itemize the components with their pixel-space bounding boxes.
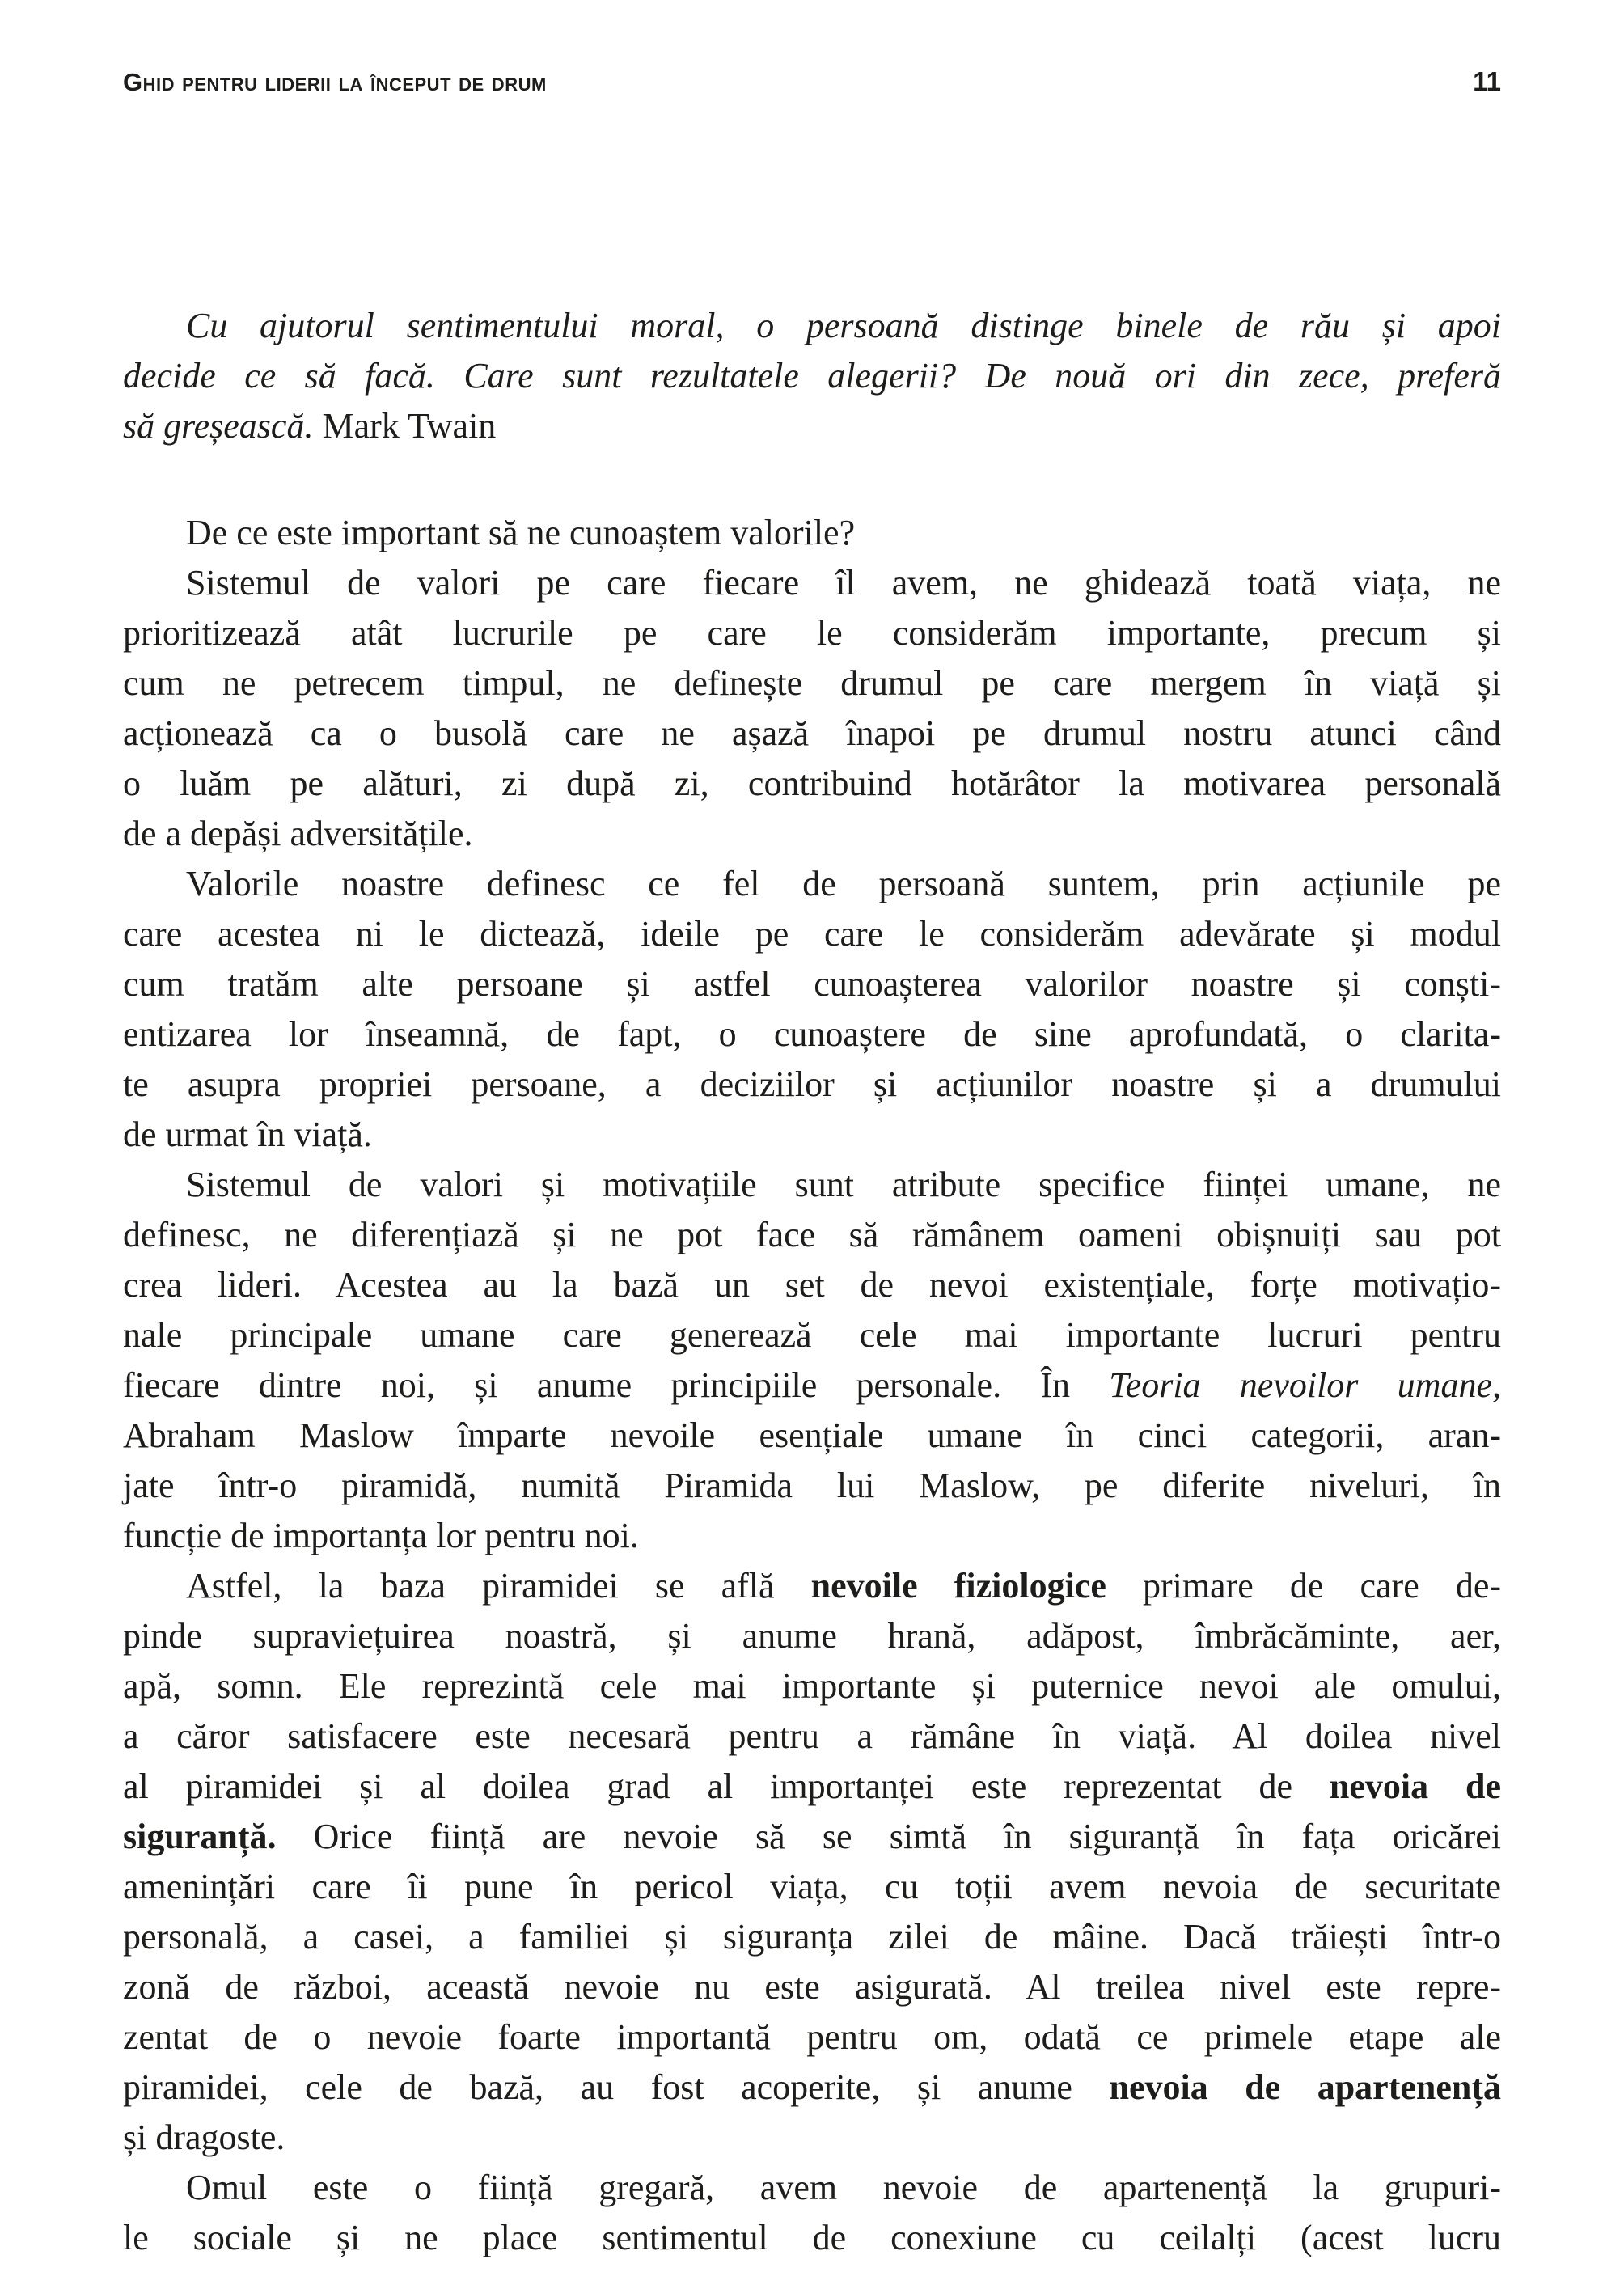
text-line — [123, 1310, 1501, 1360]
text-line — [123, 1812, 1501, 1862]
paragraph — [123, 1160, 1501, 1561]
text-segment: pinde supraviețuirea noastră, și anume hrană, adăpost, îmbrăcăminte, aer, — [123, 1616, 1501, 1656]
paragraph — [123, 2163, 1501, 2263]
text-line — [123, 658, 1501, 709]
text-segment: o luăm pe alături, zi după zi, contribuind hotărâtor la motivarea personală — [123, 764, 1501, 803]
text-segment: piramidei, cele de bază, au fost acoperite, și anume — [123, 2067, 1110, 2107]
paragraph — [123, 558, 1501, 859]
text-line — [123, 1661, 1501, 1711]
text-line — [123, 1461, 1501, 1511]
text-segment: Sistemul de valori pe care fiecare îl avem, ne ghidează toată viața, ne — [186, 563, 1501, 603]
text-line — [123, 859, 1501, 909]
text-segment: de urmat în viață. — [123, 1115, 372, 1154]
text-segment: decide ce să facă. Care sunt rezultatele alegerii? De nouă ori din zece, preferă — [123, 356, 1501, 396]
text-segment: funcție de importanța lor pentru noi. — [123, 1516, 639, 1555]
text-line — [123, 558, 1501, 608]
text-line — [123, 2163, 1501, 2213]
text-segment: cum ne petrecem timpul, ne definește drumul pe care mergem în viață și — [123, 663, 1501, 703]
text-segment: prioritizează atât lucrurile pe care le considerăm importante, precum și — [123, 613, 1501, 653]
text-segment: siguranță. — [123, 1817, 277, 1856]
text-line — [123, 1260, 1501, 1310]
text-segment: Orice ființă are nevoie să se simtă în siguranță în fața oricărei — [276, 1817, 1501, 1856]
text-segment: te asupra propriei persoane, a deciziilor și acțiunilor noastre și a drumului — [123, 1064, 1501, 1104]
text-line — [123, 1511, 1501, 1561]
page-header — [123, 66, 1501, 99]
text-segment: al piramidei și al doilea grad al importanței este reprezentat de — [123, 1766, 1330, 1806]
text-line — [123, 508, 1501, 558]
text-line — [123, 2213, 1501, 2263]
text-segment: jate într-o piramidă, numită Piramida lui Maslow, pe diferite niveluri, în — [123, 1466, 1501, 1505]
text-line — [123, 709, 1501, 759]
paragraph — [123, 859, 1501, 1160]
paragraph — [123, 1561, 1501, 2163]
text-line — [123, 608, 1501, 658]
text-line — [123, 1611, 1501, 1661]
text-line — [123, 1360, 1501, 1411]
text-segment: amenințări care îi pune în pericol viața, cu toții avem nevoia de securitate — [123, 1867, 1501, 1906]
text-line — [123, 2012, 1501, 2062]
text-segment: crea lideri. Acestea au la bază un set de nevoi existențiale, forțe motivațio- — [123, 1265, 1501, 1305]
text-segment: nale principale umane care generează cele mai importante lucruri pentru — [123, 1315, 1501, 1355]
text-line — [123, 1711, 1501, 1762]
text-segment: nevoia de apartenență — [1109, 2067, 1502, 2107]
text-segment: Teoria nevoilor umane, — [1109, 1365, 1501, 1405]
text-segment: nevoile fiziologice — [810, 1566, 1106, 1606]
text-line — [123, 351, 1501, 401]
page-number: 11 — [1473, 66, 1501, 96]
text-segment: care acestea ni le dictează, ideile pe care le considerăm adevărate și modul — [123, 914, 1501, 954]
text-line — [123, 1210, 1501, 1260]
text-segment: zentat de o nevoie foarte importantă pentru om, odată ce primele etape ale — [123, 2017, 1501, 2057]
text-segment: acționează ca o busolă care ne așază înapoi pe drumul nostru atunci când — [123, 713, 1501, 753]
text-segment: a căror satisfacere este necesară pentru a rămâne în viață. Al doilea nivel — [123, 1716, 1501, 1756]
text-line — [123, 2113, 1501, 2163]
text-line — [123, 759, 1501, 809]
body-text — [123, 301, 1501, 2263]
text-segment: Sistemul de valori și motivațiile sunt atribute specifice ființei umane, ne — [186, 1165, 1501, 1204]
running-title: Ghid pentru liderii la început de drum — [123, 68, 547, 96]
text-line — [123, 1962, 1501, 2012]
text-line — [123, 2062, 1501, 2113]
text-segment: Valorile noastre definesc ce fel de persoană suntem, prin acțiunile pe — [186, 864, 1501, 903]
epigraph-quote — [123, 301, 1501, 451]
text-segment: definesc, ne diferențiază și ne pot face să rămânem oameni obișnuiți sau pot — [123, 1215, 1501, 1254]
text-segment: Omul este o ființă gregară, avem nevoie de apartenență la grupuri- — [186, 2168, 1501, 2207]
text-line — [123, 1110, 1501, 1160]
text-line — [123, 959, 1501, 1009]
text-segment: cum tratăm alte persoane și astfel cunoașterea valorilor noastre și conști- — [123, 964, 1501, 1004]
text-line — [123, 1411, 1501, 1461]
text-segment: primare de care de- — [1106, 1566, 1501, 1606]
text-segment: zonă de război, această nevoie nu este asigurată. Al treilea nivel este repre- — [123, 1967, 1501, 2007]
paragraph — [123, 508, 1501, 558]
text-segment: și dragoste. — [123, 2117, 285, 2157]
text-line — [123, 909, 1501, 959]
text-segment: nevoia de — [1329, 1766, 1501, 1806]
text-line — [123, 401, 1501, 451]
text-line — [123, 1009, 1501, 1060]
text-segment: le sociale și ne place sentimentul de conexiune cu ceilalți (acest lucru — [123, 2218, 1501, 2257]
text-segment: Abraham Maslow împarte nevoile esențiale umane în cinci categorii, aran- — [123, 1415, 1501, 1455]
text-segment: Cu ajutorul sentimentului moral, o persoană distinge binele de rău și apoi — [186, 306, 1501, 345]
text-segment: Astfel, la baza piramidei se află — [186, 1566, 811, 1606]
text-line — [123, 809, 1501, 859]
text-line — [123, 1160, 1501, 1210]
text-line — [123, 1862, 1501, 1912]
text-segment: fiecare dintre noi, și anume principiile personale. În — [123, 1365, 1110, 1405]
text-segment: entizarea lor înseamnă, de fapt, o cunoaștere de sine aprofundată, o clarita- — [123, 1014, 1501, 1054]
text-segment: personală, a casei, a familiei și siguranța zilei de mâine. Dacă trăiești într-o — [123, 1917, 1501, 1957]
text-segment: de a depăși adversitățile. — [123, 814, 473, 853]
text-segment: să greșească. — [123, 406, 323, 446]
text-line — [123, 1561, 1501, 1611]
text-segment: De ce este important să ne cunoaștem valorile? — [186, 513, 856, 552]
text-line — [123, 301, 1501, 351]
text-line — [123, 1060, 1501, 1110]
text-segment: apă, somn. Ele reprezintă cele mai importante și puternice nevoi ale omului, — [123, 1666, 1501, 1706]
text-segment: Mark Twain — [322, 406, 497, 446]
text-line — [123, 1912, 1501, 1962]
text-line — [123, 1762, 1501, 1812]
